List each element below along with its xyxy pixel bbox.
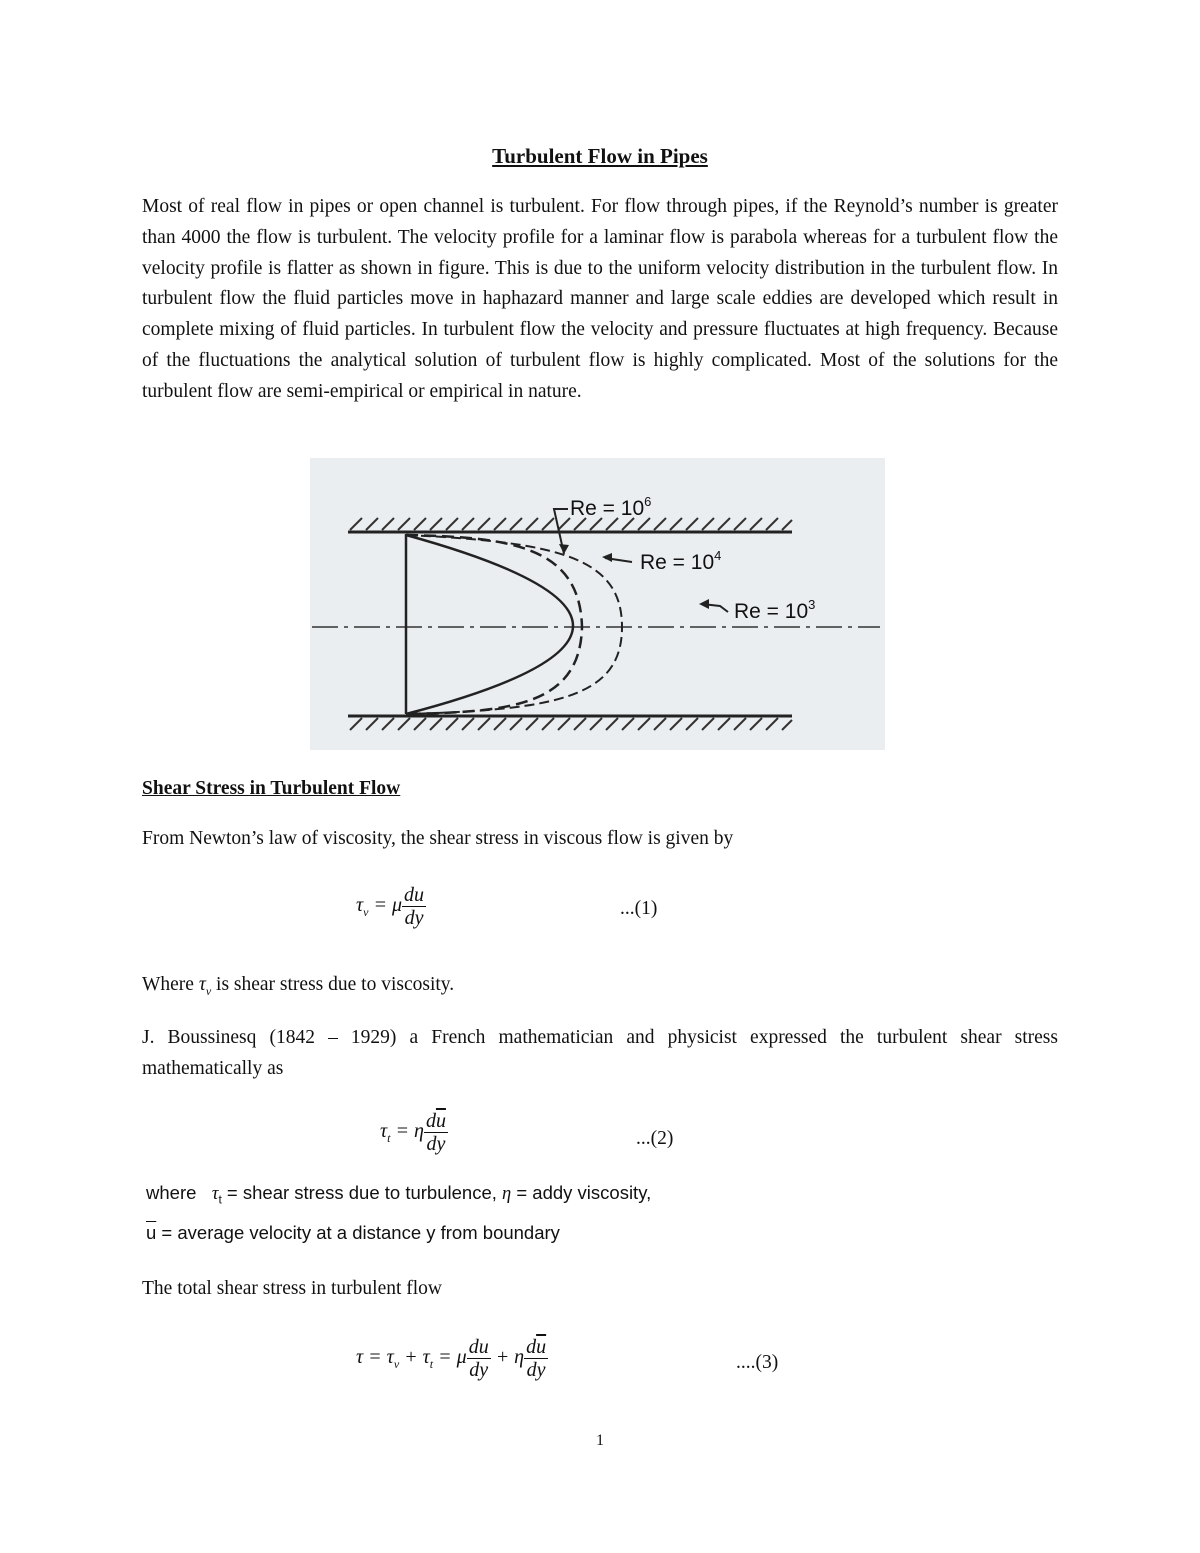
section-heading: Shear Stress in Turbulent Flow [142, 778, 401, 799]
label-re-10-3: $Re = 10^3$ [734, 597, 816, 623]
where-turbulence-text: where $\tau_t$ = shear stress due to turbulence, η = addy viscosity, [146, 1182, 652, 1207]
eq3-fraction-1: $\frac{du}{dy}$ [468, 1336, 489, 1381]
velocity-profile-diagram [310, 458, 885, 750]
page-number: 1 [596, 1432, 604, 1449]
velocity-profile-figure [310, 458, 885, 750]
equation-2: $\tau_t = \eta$ $\frac{d\overline{u}}{dy}$ [380, 1110, 446, 1155]
intro-paragraph: Most of real flow in pipes or open channel is turbulent. For flow through pipes, if the Reynold’s number is greater than 4000 the flow is turbulent. The velocity profile for a laminar flow is parabola whereas for a turbulent flow the velocity profile is flatter as shown in figure. This is due to the uniform velocity distribution in the turbulent flow. In turbulent flow the fluid particles move in haphazard manner and large scale eddies are developed which result in complete mixing of fluid particles. In turbulent flow the velocity and pressure fluctuates at high frequency. Because of the fluctuations the analytical solution of turbulent flow is highly complicated. Most of the solutions for the turbulent flow are semi-empirical or empirical in nature. [142, 196, 1058, 402]
eq1-fraction: $\frac{du}{dy}$ [404, 884, 425, 929]
page-title: Turbulent Flow in Pipes [492, 144, 708, 168]
average-velocity-definition: $\overline{u}$ = average velocity at a distance y from boundary [146, 1222, 560, 1243]
where-viscosity-text: Where $\tau_v$ is shear stress due to viscosity. [142, 974, 455, 998]
eq3-fraction-2: $\frac{d\overline{u}}{dy}$ [526, 1336, 547, 1381]
eq2-fraction: $\frac{d\overline{u}}{dy}$ [425, 1110, 446, 1155]
equation-1: $\tau_v = \mu$ $\frac{du}{dy}$ [356, 884, 425, 929]
equation-3-number: ....(3) [736, 1352, 779, 1373]
equation-3: $\tau = \tau_v + \tau_t = \mu$ $\frac{du}{dy}$ + η $\frac{d\overline{u}}{dy}$ [356, 1336, 547, 1381]
equation-2-number: ...(2) [636, 1128, 674, 1149]
boussinesq-text: J. Boussinesq (1842 – 1929) a French mathematician and physicist expressed the turbulent shear stress mathematically as [142, 1027, 1058, 1079]
equation-1-number: ...(1) [620, 898, 658, 919]
label-re-10-4: $Re = 10^4$ [640, 548, 722, 574]
newton-text: From Newton’s law of viscosity, the shear stress in viscous flow is given by [142, 828, 734, 849]
label-re-10-6: $Re = 10^6$ [570, 494, 652, 520]
total-shear-text: The total shear stress in turbulent flow [142, 1278, 443, 1299]
